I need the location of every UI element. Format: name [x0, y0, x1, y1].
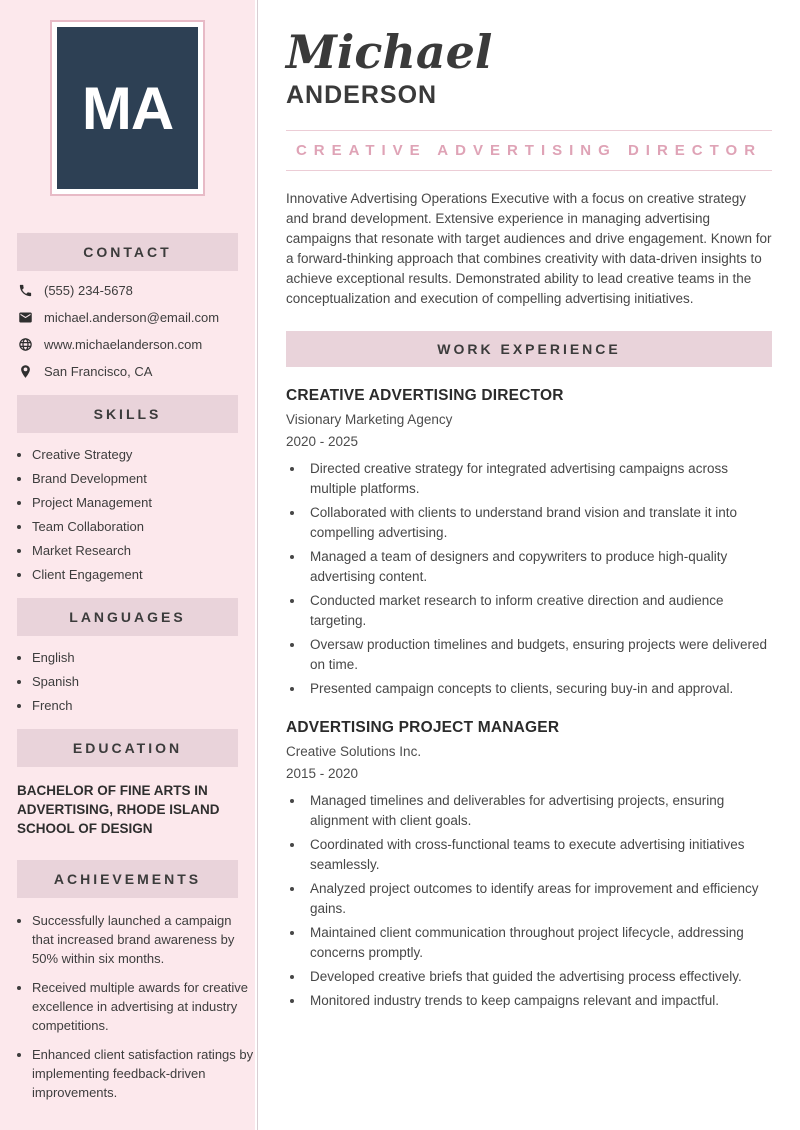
location-icon	[18, 364, 33, 379]
job-bullet: • Managed a team of designers and copywriters to produce high-quality advertising content.	[305, 547, 772, 587]
achievement-item: • Enhanced client satisfaction ratings by implementing feedback-driven improvements.	[32, 1045, 255, 1102]
monogram: MA	[57, 27, 198, 189]
skills-list	[0, 447, 255, 582]
professional-summary: Innovative Advertising Operations Executive with a focus on creative strategy and brand development. Extensive experience in managing advertising campaigns that resonate with target audiences and drive engagement. Known for a forward-thinking approach that combines creativity with data-driven insights to achieve exceptional results. Demonstrated ability to lead creative teams in the conceptualization and execution of compelling advertising initiatives.	[286, 190, 772, 306]
job-bullet: • Directed creative strategy for integrated advertising campaigns across multiple platforms.	[305, 459, 772, 499]
job-bullet: • Conducted market research to inform creative direction and audience targeting.	[305, 591, 772, 631]
job-bullet-list	[286, 791, 772, 1011]
last-name: ANDERSON	[286, 80, 438, 109]
achievements-list	[0, 911, 255, 1102]
job-bullet: • Analyzed project outcomes to identify areas for improvement and efficiency gains.	[305, 879, 772, 919]
job-bullet: • Coordinated with cross-functional teams to execute advertising initiatives seamlessly.	[305, 835, 772, 875]
contact-website-value[interactable]: www.michaelanderson.com	[44, 337, 203, 352]
skill-item: • Market Research	[32, 543, 255, 558]
achievements-section-header: ACHIEVEMENTS	[17, 860, 238, 898]
first-name: Michael	[286, 25, 493, 79]
language-item: • Spanish	[32, 674, 255, 689]
achievement-item: • Successfully launched a campaign that increased brand awareness by 50% within six months.	[32, 911, 255, 968]
job-entry	[286, 719, 772, 1011]
contact-location-value: San Francisco, CA	[44, 364, 153, 379]
contact-item-email	[18, 310, 247, 325]
skill-item: • Creative Strategy	[32, 447, 255, 462]
language-item: • French	[32, 698, 255, 713]
job-bullet-list	[286, 459, 772, 699]
contact-list	[0, 283, 255, 379]
contact-section-header: CONTACT	[17, 233, 238, 271]
education-section-header: EDUCATION	[17, 729, 238, 767]
monogram-frame	[50, 20, 205, 196]
resume-main	[286, 0, 772, 1015]
job-company: Creative Solutions Inc.	[286, 743, 422, 759]
work-experience-header: WORK EXPERIENCE	[286, 331, 772, 367]
globe-icon	[18, 337, 33, 352]
job-title: CREATIVE ADVERTISING DIRECTOR	[286, 386, 564, 404]
job-title: ADVERTISING PROJECT MANAGER	[286, 718, 560, 736]
job-bullet: • Oversaw production timelines and budgets, ensuring projects were delivered on time.	[305, 635, 772, 675]
contact-item-website	[18, 337, 247, 352]
skill-item: • Brand Development	[32, 471, 255, 486]
languages-section-header: LANGUAGES	[17, 598, 238, 636]
skill-item: • Client Engagement	[32, 567, 255, 582]
job-entry	[286, 387, 772, 699]
contact-item-phone	[18, 283, 247, 298]
sidebar	[0, 0, 255, 1130]
sidebar-divider	[257, 0, 258, 1130]
job-bullet: • Managed timelines and deliverables for advertising projects, ensuring alignment with client goals.	[305, 791, 772, 831]
skill-item: • Project Management	[32, 495, 255, 510]
email-icon	[18, 310, 33, 325]
job-bullet: • Maintained client communication throughout project lifecycle, addressing concerns promptly.	[305, 923, 772, 963]
job-title-banner: CREATIVE ADVERTISING DIRECTOR	[286, 130, 772, 171]
job-bullet: • Presented campaign concepts to clients, securing buy-in and approval.	[305, 679, 772, 699]
skills-section-header: SKILLS	[17, 395, 238, 433]
skill-item: • Team Collaboration	[32, 519, 255, 534]
job-bullet: • Monitored industry trends to keep campaigns relevant and impactful.	[305, 991, 772, 1011]
contact-phone-value: (555) 234-5678	[44, 283, 133, 298]
job-dates: 2015 - 2020	[286, 765, 359, 781]
language-item: • English	[32, 650, 255, 665]
languages-list	[0, 650, 255, 713]
job-company: Visionary Marketing Agency	[286, 411, 453, 427]
education-degree: BACHELOR OF FINE ARTS IN ADVERTISING, RHODE ISLAND SCHOOL OF DESIGN	[17, 783, 220, 836]
contact-email-value[interactable]: michael.anderson@email.com	[44, 310, 220, 325]
job-bullet: • Collaborated with clients to understand brand vision and translate it into compelling advertising.	[305, 503, 772, 543]
achievement-item: • Received multiple awards for creative excellence in advertising at industry competitions.	[32, 978, 255, 1035]
contact-item-location	[18, 364, 247, 379]
phone-icon	[18, 283, 33, 298]
job-bullet: • Developed creative briefs that guided the advertising process effectively.	[305, 967, 772, 987]
job-dates: 2020 - 2025	[286, 433, 359, 449]
